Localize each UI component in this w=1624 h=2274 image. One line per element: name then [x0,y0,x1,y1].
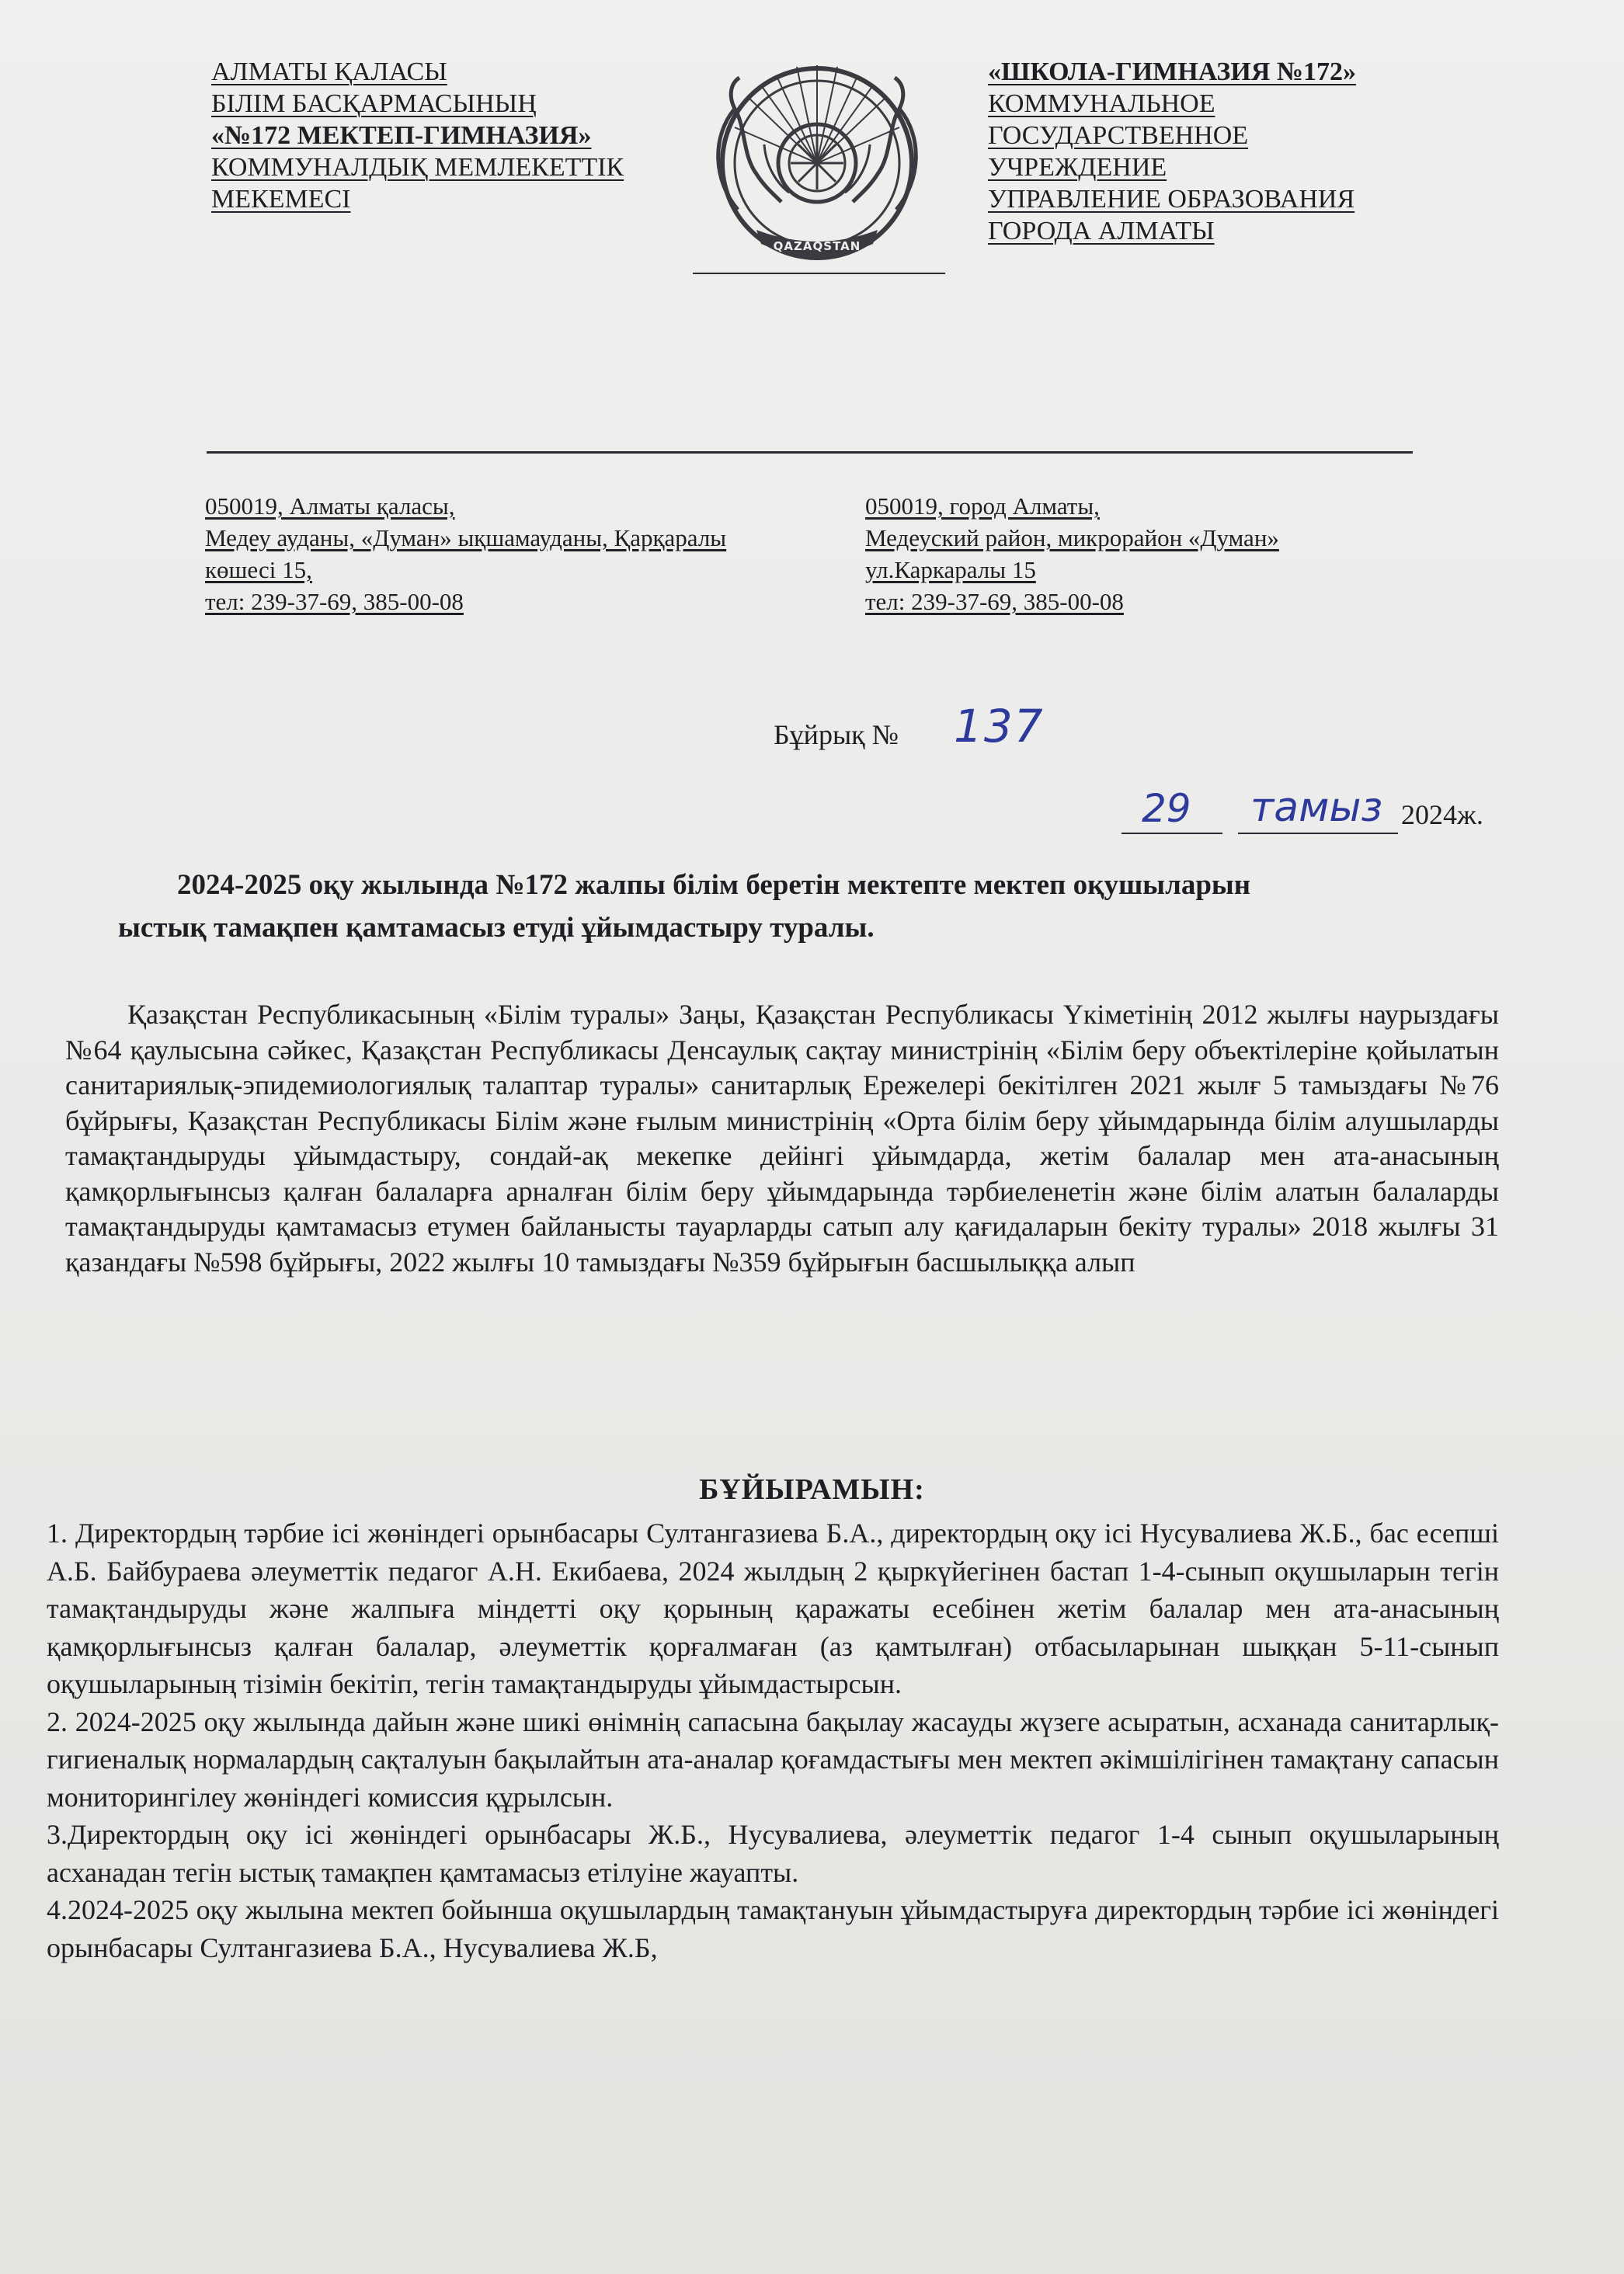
date-month-handwritten: тамыз [1250,784,1383,831]
emblem-text: QAZAQSTAN [773,239,861,253]
order-item: 1. Директордың тәрбие ісі жөніндегі орынбасары Султангазиева Б.А., директордың оқу ісі Нусувалиева Ж.Б., бас есепші А.Б. Байбураева әлеуметтік педагог А.Н. Екибаева, 2024 жылдың 2 қыркүйегінен бастап 1-4-сынып оқушыларын тегін тамақтандыруды және жалпыға міндетті оқу қорының қаражаты есебінен жетім балалар мен ата-анасының қамқорлығынсыз қалған балалар, әлеуметтік қорғалмаған (аз қамтылған) отбасыларынан шыққан 5-11-сынып оқушыларының тізімін бекітіп, тегін тамақтандыруды ұйымдастырсын. [47,1518,1499,1699]
date-month-underline [1238,833,1398,834]
address-right-russian [865,490,1279,617]
header-left-line: «№172 МЕКТЕП-ГИМНАЗИЯ» [211,121,592,150]
header-right-line: КОММУНАЛЬНОЕ [988,89,1215,118]
address-right-line: 050019, город Алматы, [865,492,1100,520]
header-right-line: ГОРОДА АЛМАТЫ [988,217,1215,245]
state-emblem-icon [690,50,944,276]
order-heading: БҰЙЫРАМЫН: [699,1473,925,1506]
header-left-line: КОММУНАЛДЫҚ МЕМЛЕКЕТТІК [211,153,624,182]
address-right-line: тел: 239-37-69, 385-00-08 [865,588,1124,615]
header-right-line: «ШКОЛА-ГИМНАЗИЯ №172» [988,57,1357,86]
title-line: ыстық тамақпен қамтамасыз етуді ұйымдастыру туралы. [118,912,875,944]
order-line [774,700,1045,753]
header-separator [207,451,1413,454]
header-left-line: АЛМАТЫ ҚАЛАСЫ [211,57,447,86]
address-left-line: көшесі 15, [205,556,312,583]
address-right-line: ул.Каркаралы 15 [865,556,1036,583]
order-label: Бұйрық № [774,719,899,750]
order-title [118,864,1485,949]
address-left-line: 050019, Алматы қаласы, [205,492,455,520]
address-left-line: тел: 239-37-69, 385-00-08 [205,588,464,615]
header-right-line: УЧРЕЖДЕНИЕ [988,153,1167,182]
header-right-line: УПРАВЛЕНИЕ ОБРАЗОВАНИЯ [988,185,1355,214]
date-day-underline [1121,833,1222,834]
order-item: 4.2024-2025 оқу жылына мектеп бойынша оқушылардың тамақтануын ұйымдастыруға директордың тәрбие ісі жөніндегі орынбасары Султангазиева Б.А., Нусувалиева Ж.Б, [47,1894,1499,1963]
header-right-line: ГОСУДАРСТВЕННОЕ [988,121,1249,150]
address-left-line: Медеу ауданы, «Думан» ықшамауданы, Қарқаралы [205,524,727,551]
header-left-kazakh [211,56,624,215]
header-right-russian [988,56,1356,247]
emblem-underline [693,273,945,274]
title-line: 2024-2025 оқу жылында №172 жалпы білім беретін мектепте мектеп оқушыларын [177,869,1251,901]
header-left-line: МЕКЕМЕСІ [211,185,351,214]
order-item: 2. 2024-2025 оқу жылында дайын және шикі өнімнің сапасына бақылау жасауды жүзеге асыратын, асханада санитарлық-гигиеналық нормалардың сақталуын бақылайтын ата-аналар қоғамдастығы мен мектеп әкімшілігінен тамақтану сапасын мониторингілеу жөніндегі комиссия құрылсын. [47,1706,1499,1813]
address-right-line: Медеуский район, микрорайон «Думан» [865,524,1279,551]
header-left-line: БІЛІМ БАСҚАРМАСЫНЫҢ [211,89,537,118]
preamble-paragraph: Қазақстан Республикасының «Білім туралы» Заңы, Қазақстан Республикасы Үкіметінің 2012 жылғы наурыздағы №64 қаулысына сәйкес, Қазақстан Республикасы Денсаулық сақтау министрінің «Білім беру объектілеріне қойылатын санитариялық-эпидемиологиялық талаптар туралы» санитарлық Ережелері бекітілген 2021 жылғ 5 тамыздағы №76 бұйрығы, Қазақстан Республикасы Білім және ғылым министрінің «Орта білім беру ұйымдарында білім алушыларды тамақтандыруды ұйымдастыру, сондай-ақ мекепке дейінгі ұйымдарда, жетім балалар мен ата-анасының қамқорлығынсыз қалған балаларға арналған білім беру ұйымдарында тәрбиеленетін және білім алатын балаларды тамақтандыруды қамтамасыз етумен байланысты тауарларды сатып алу қағидаларын бекіту туралы» 2018 жылғы 31 қазандағы №598 бұйрығы, 2022 жылғы 10 тамыздағы №359 бұйрығын басшылыққа алып [65,999,1499,1278]
address-left-kazakh [205,490,726,617]
date-day-handwritten: 29 [1142,786,1191,831]
order-date [1121,784,1502,845]
order-number-handwritten: 137 [954,700,1045,753]
order-items [47,1514,1499,1966]
order-item: 3.Директордың оқу ісі жөніндегі орынбасары Ж.Б., Нусувалиева, әлеуметтік педагог 1-4 сынып оқушыларының асханадан тегін ыстық тамақпен қамтамасыз етілуіне жауапты. [47,1819,1499,1888]
date-year: 2024ж. [1401,799,1483,830]
